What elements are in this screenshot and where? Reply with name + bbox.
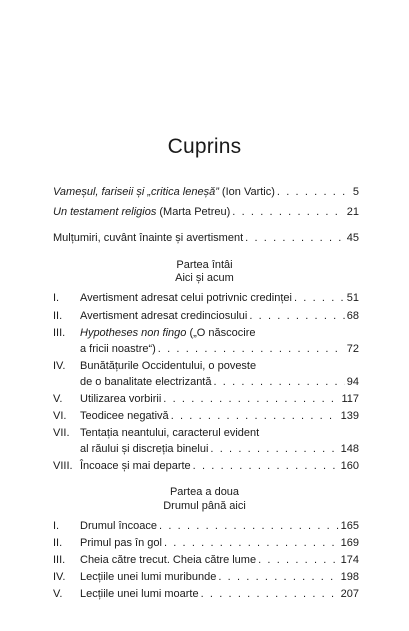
page-number: 5 (352, 186, 359, 198)
toc-entry (53, 536, 359, 550)
chapter-title: Teodicee negativă (80, 410, 169, 422)
chapter-number: V. (53, 588, 63, 600)
entry-title-plain: Mulțumiri, cuvânt înainte și avertisment (53, 232, 244, 244)
page-number: 72 (346, 343, 359, 355)
page-number: 51 (346, 292, 359, 304)
dot-leader (249, 309, 344, 323)
toc-entry (53, 409, 359, 423)
part2-label: Partea a doua (169, 486, 240, 498)
chapter-number: VIII. (53, 460, 73, 472)
toc-entry (53, 291, 359, 305)
dot-leader (210, 442, 338, 456)
page-number: 198 (340, 571, 359, 583)
page-number: 139 (340, 410, 359, 422)
toc-entry (53, 309, 359, 323)
dot-leader (171, 409, 339, 423)
chapter-title: Avertisment adresat celui potrivnic credinței (80, 292, 292, 304)
chapter-number: II. (53, 537, 63, 549)
chapter-title: Încoace și mai departe (80, 460, 191, 472)
page-number: 68 (346, 310, 359, 322)
page-number: 94 (346, 376, 359, 388)
part2-title: Drumul până aici (163, 500, 246, 512)
chapter-title-italic: Hypotheses non fingo (80, 327, 187, 339)
toc-entry (53, 587, 359, 601)
page-number: 165 (340, 520, 359, 532)
dot-leader (158, 342, 345, 356)
entry-title-plain: (Marta Petreu) (156, 206, 231, 218)
dot-leader (232, 205, 344, 219)
chapter-title: Utilizarea vorbirii (80, 393, 162, 405)
chapter-title-continued: al răului și discreția binelui (80, 443, 209, 455)
chapter-number: I. (53, 520, 60, 532)
chapter-number: VI. (53, 410, 67, 422)
dot-leader (258, 553, 339, 567)
chapter-number: IV. (53, 360, 66, 372)
chapter-number: II. (53, 310, 63, 322)
chapter-title: Avertisment adresat credinciosului (80, 310, 248, 322)
page-number: 117 (341, 393, 359, 405)
dot-leader (218, 570, 338, 584)
toc-entry (53, 553, 359, 567)
chapter-title: Primul pas în gol (80, 537, 162, 549)
toc-entry (53, 570, 359, 584)
toc-entry-intro-3 (53, 231, 359, 245)
dot-leader (163, 392, 339, 406)
part1-label: Partea întâi (176, 259, 233, 271)
page-number: 148 (340, 443, 359, 455)
page-number: 45 (346, 232, 359, 244)
dot-leader (213, 375, 344, 389)
chapter-title: Tentația neantului, caracterul evident (80, 427, 260, 439)
dot-leader (159, 519, 339, 533)
page-number: 169 (340, 537, 359, 549)
entry-title-plain: (Ion Vartic) (218, 186, 275, 198)
dot-leader (245, 231, 345, 245)
toc-entry (53, 519, 359, 533)
entry-title-italic: Un testament religios (53, 206, 157, 218)
chapter-title-continued: de o banalitate electrizantă (80, 376, 212, 388)
toc-entry (53, 392, 359, 406)
page-number: 207 (340, 588, 359, 600)
chapter-number: V. (53, 393, 63, 405)
dot-leader (201, 587, 339, 601)
page-number: 21 (346, 206, 359, 218)
chapter-number: III. (53, 327, 66, 339)
chapter-title-continued: a fricii noastre“) (80, 343, 156, 355)
dot-leader (193, 459, 339, 473)
dot-leader (294, 291, 345, 305)
chapter-number: VII. (53, 427, 70, 439)
part1-title: Aici și acum (175, 272, 234, 284)
toc-entry (53, 459, 359, 473)
chapter-title: Lecțiile unei lumi muribunde (80, 571, 217, 583)
chapter-number: I. (53, 292, 60, 304)
toc-entry-multiline (53, 426, 359, 456)
chapter-title: Cheia către trecut. Cheia către lume (80, 554, 257, 566)
toc-entry-intro-1 (53, 185, 359, 199)
chapter-title: Bunătățurile Occidentului, o poveste (80, 360, 257, 372)
page-number: 160 (340, 460, 359, 472)
dot-leader (164, 536, 339, 550)
chapter-title: Lecțiile unei lumi moarte (80, 588, 199, 600)
toc-entry-intro-2 (53, 205, 359, 219)
chapter-title: Drumul încoace (80, 520, 158, 532)
dot-leader (277, 185, 351, 199)
toc-entry-multiline (53, 326, 359, 356)
chapter-title: („O născocire (186, 327, 256, 339)
entry-title-italic: Vameșul, fariseii și „critica leneșă” (53, 186, 219, 198)
page-number: 174 (340, 554, 359, 566)
chapter-number: IV. (53, 571, 66, 583)
page-title: Cuprins (167, 135, 242, 158)
chapter-number: III. (53, 554, 66, 566)
toc-entry-multiline (53, 359, 359, 389)
